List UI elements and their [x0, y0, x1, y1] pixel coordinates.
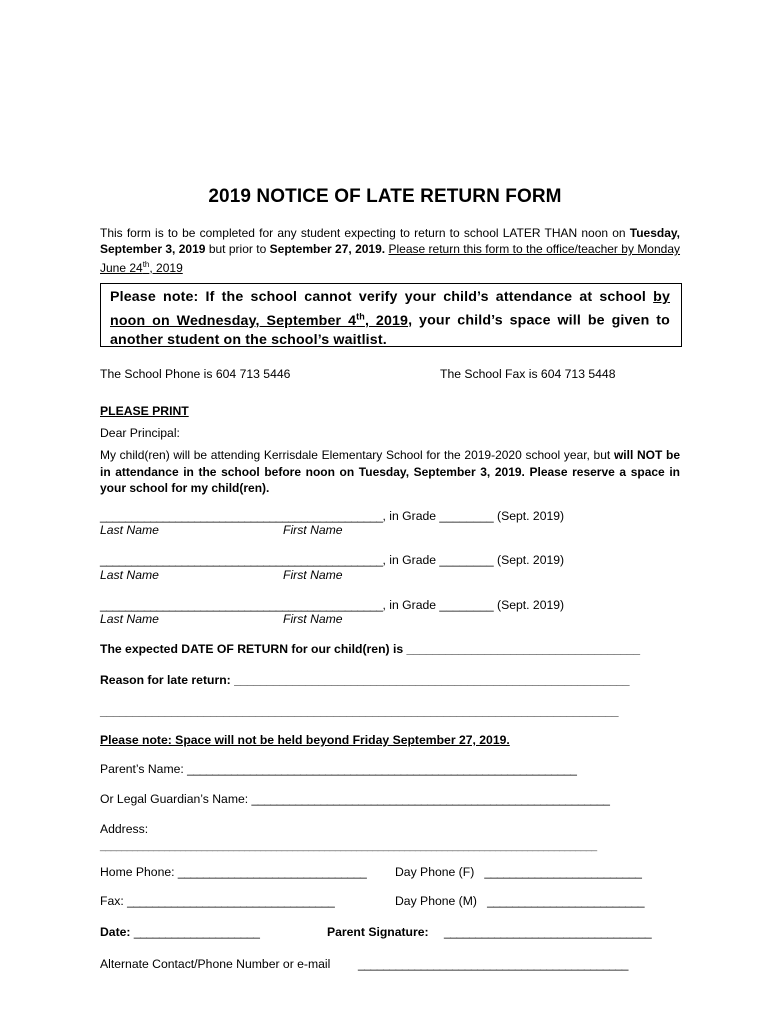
space-note: Please note: Space will not be held beyond Friday September 27, 2019. [100, 733, 510, 747]
body-paragraph: My child(ren) will be attending Kerrisdale Elementary School for the 2019-2020 school year, but will NOT be in attendance in the school before noon on Tuesday, September 3, 2019. Please reserve a space in your school for my child(ren). [100, 448, 680, 495]
form-title: 2019 NOTICE OF LATE RETURN FORM [208, 186, 562, 207]
school-phone: The School Phone is 604 713 5446 [100, 367, 291, 381]
intro-paragraph: This form is to be completed for any student expecting to return to school LATER THAN noon on Tuesday, September 3, 2019 but prior to September 27, 2019. Please return this form to the office/teacher by Monday June 24th, 2019 [100, 226, 681, 275]
parent-name-row[interactable]: Parent’s Name: ______________________________________________________________ [100, 762, 577, 776]
fax-row[interactable]: Fax: _________________________________ [100, 894, 335, 908]
alternate-contact-label: Alternate Contact/Phone Number or e-mail [100, 957, 331, 971]
home-phone-field[interactable]: ______________________________ [177, 865, 367, 879]
day-phone-f-row[interactable]: Day Phone (F) _________________________ [395, 865, 642, 879]
child-row-2[interactable]: _____________________________________________, in Grade ________ (Sept. 2019) [100, 553, 565, 567]
guardian-name-field[interactable]: _________________________________________________________ [251, 792, 610, 806]
last-name-label: Last Name [100, 568, 159, 582]
parent-signature-field[interactable]: _________________________________ [444, 925, 652, 939]
day-phone-m-row[interactable]: Day Phone (M) _________________________ [395, 894, 645, 908]
date-row[interactable]: Date: ____________________ [100, 925, 260, 939]
attendance-note-box: Please note: If the school cannot verify your child’s attendance at school by noon on Wednesday, September 4th, 2019, your child’s space will be given to another student on the school’s waitlist. [100, 283, 682, 347]
last-name-label: Last Name [100, 612, 159, 626]
reason-row[interactable]: Reason for late return: _____________________________________________________________ [100, 673, 630, 687]
last-name-label: Last Name [100, 523, 159, 537]
child-name-field[interactable]: _____________________________________________ [100, 553, 383, 567]
address-field[interactable]: _____________________________________________________________________________________________ [100, 840, 597, 852]
reason-field-line-2[interactable]: ________________________________________________________________________________ [100, 704, 619, 718]
guardian-name-row[interactable]: Or Legal Guardian’s Name: _________________________________________________________ [100, 792, 610, 806]
fax-field[interactable]: _________________________________ [127, 894, 335, 908]
child-name-field[interactable]: _____________________________________________ [100, 509, 383, 523]
day-phone-f-field[interactable]: _________________________ [484, 865, 642, 879]
first-name-label: First Name [283, 523, 343, 537]
home-phone-row[interactable]: Home Phone: ______________________________ [100, 865, 367, 879]
reason-field[interactable]: _____________________________________________________________ [234, 673, 630, 687]
please-print-heading: PLEASE PRINT [100, 404, 189, 418]
child-row-1[interactable]: _____________________________________________, in Grade ________ (Sept. 2019) [100, 509, 565, 523]
school-fax: The School Fax is 604 713 5448 [440, 367, 616, 381]
address-label: Address: [100, 822, 149, 836]
parent-signature-label: Parent Signature: [327, 925, 429, 939]
first-name-label: First Name [283, 568, 343, 582]
return-date-field[interactable]: ____________________________________ [406, 642, 640, 656]
salutation: Dear Principal: [100, 426, 180, 440]
child-row-3[interactable]: _____________________________________________, in Grade ________ (Sept. 2019) [100, 598, 565, 612]
alternate-contact-field[interactable]: ___________________________________________ [358, 957, 628, 971]
expected-return-row[interactable]: The expected DATE OF RETURN for our child(ren) is ____________________________________ [100, 642, 640, 656]
date-field[interactable]: ____________________ [133, 925, 260, 939]
return-deadline: Please return this form to the office/teacher by Monday June 24th, 2019 [100, 242, 681, 275]
first-name-label: First Name [283, 612, 343, 626]
parent-name-field[interactable]: ______________________________________________________________ [187, 762, 577, 776]
child-name-field[interactable]: _____________________________________________ [100, 598, 383, 612]
day-phone-m-field[interactable]: _________________________ [487, 894, 645, 908]
